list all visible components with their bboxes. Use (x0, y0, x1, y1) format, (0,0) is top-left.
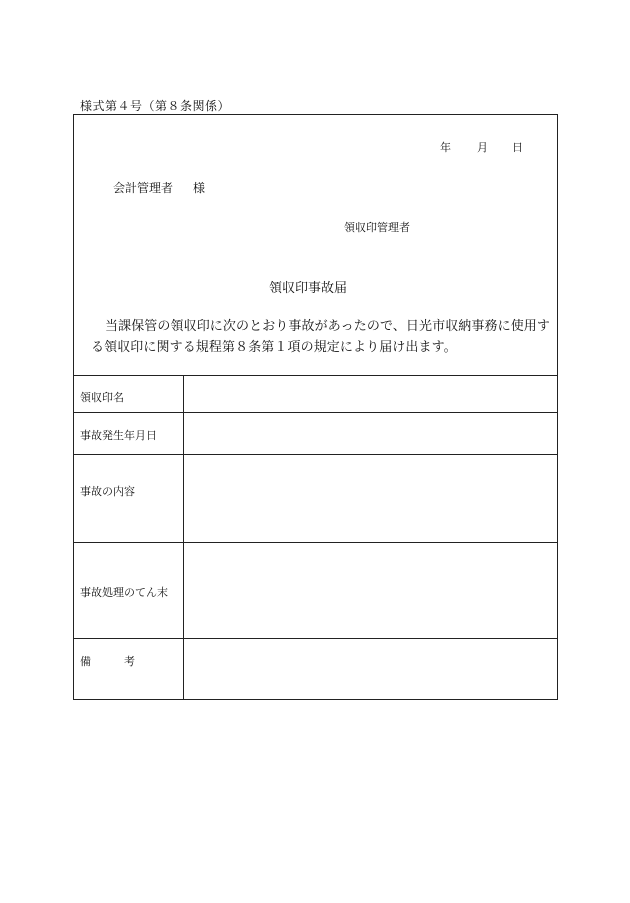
table-row-divider (73, 638, 558, 639)
table-row-divider (73, 454, 558, 455)
date-month: 月 (477, 141, 488, 154)
row-label-accident-date: 事故発生年月日 (80, 429, 157, 442)
table-top-border (73, 375, 558, 376)
row-label-accident-handling: 事故処理のてん末 (80, 586, 168, 599)
body-line-2: る領収印に関する規程第８条第１項の規定により届け出ます。 (91, 340, 457, 355)
row-label-remarks: 備 考 (80, 655, 135, 668)
form-frame (73, 114, 558, 700)
document-title-text: 領収印事故届 (268, 281, 347, 296)
addressee-honorific: 様 (193, 181, 206, 195)
form-number: 様式第４号（第８条関係） (80, 99, 231, 113)
date-day: 日 (512, 141, 523, 154)
table-row-divider (73, 412, 558, 413)
table-row-divider (73, 542, 558, 543)
table-column-divider (183, 375, 184, 700)
row-label-accident-details: 事故の内容 (80, 485, 135, 498)
date-year: 年 (440, 141, 451, 154)
addressee (113, 179, 205, 196)
row-label-seal-name: 領収印名 (80, 391, 124, 404)
addressee-name: 会計管理者 (113, 181, 174, 195)
sender: 領収印管理者 (344, 221, 410, 234)
document-title (0, 277, 630, 296)
body-text (91, 316, 566, 358)
body-line-1: 当課保管の領収印に次のとおり事故があったので、日光市収納事務に使用す (105, 319, 551, 334)
